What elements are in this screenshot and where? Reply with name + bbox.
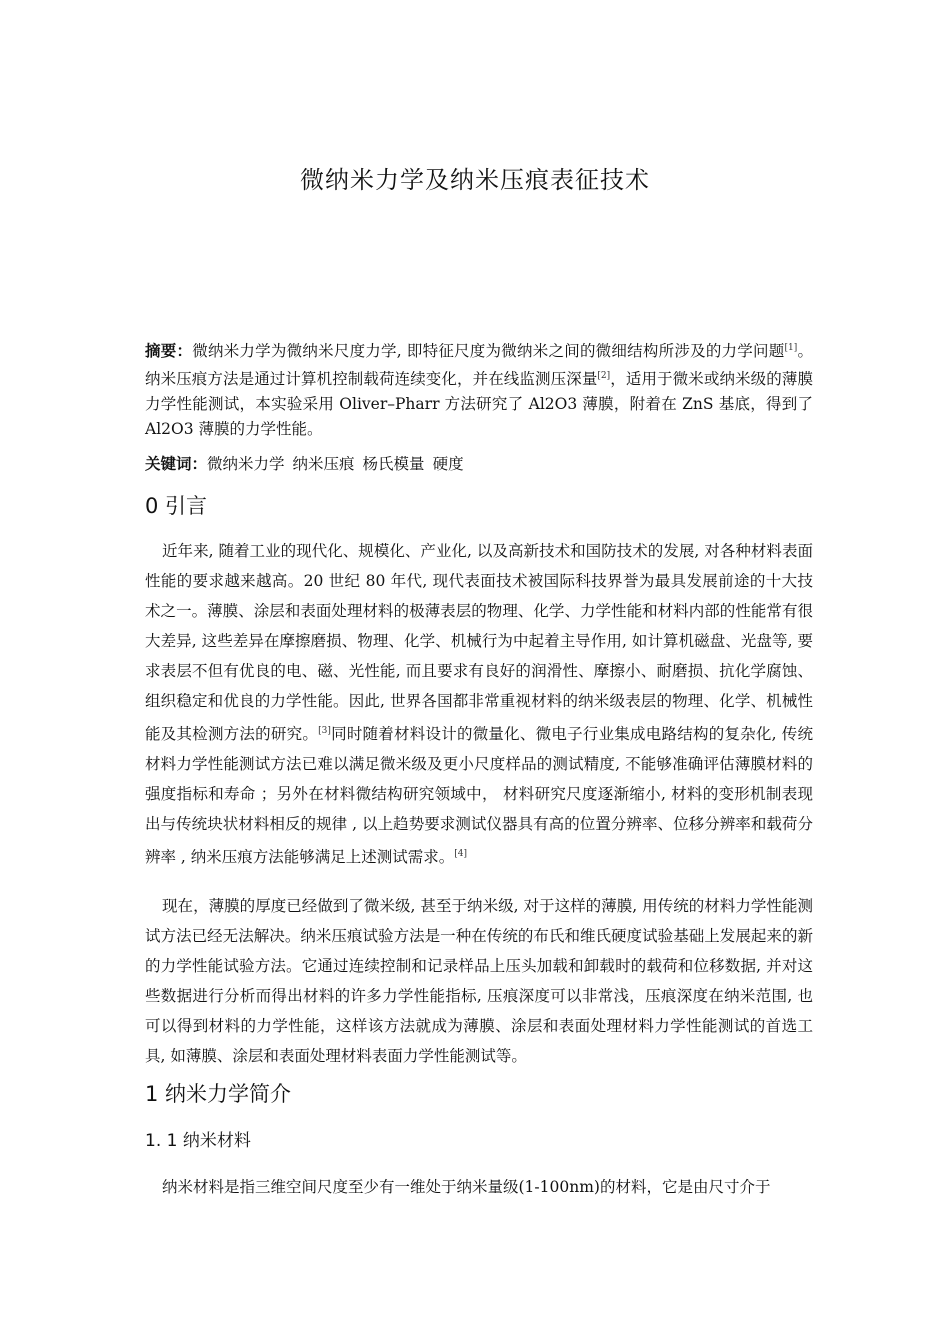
- abstract-text-3: ，适用于微米或纳米级的薄膜力学性能测试，本实验采用 Oliver–Pharr 方法研究了 Al2O3 薄膜，附着在 ZnS 基底，得到了 Al2O3 薄膜的力学性能。: [145, 370, 813, 438]
- keyword: 杨氏模量: [362, 455, 425, 473]
- abstract-label: 摘要：: [145, 342, 193, 360]
- nanomaterials-paragraph: 纳米材料是指三维空间尺度至少有一维处于纳米量级(1-100nm)的材料，它是由尺寸介于: [162, 1178, 771, 1196]
- abstract-text-1: 微纳米力学为微纳米尺度力学, 即特征尺度为微纳米之间的微细结构所涉及的力学问题: [192, 342, 785, 360]
- citation-ref[interactable]: [2]: [597, 371, 611, 381]
- abstract: [145, 336, 813, 442]
- keyword: 微纳米力学: [207, 455, 285, 473]
- keywords: [145, 452, 813, 477]
- paragraph-text: 同时随着材料设计的微量化、微电子行业集成电路结构的复杂化, 传统材料力学性能测试方法已难以满足微米级及更小尺度样品的测试精度, 不能够准确评估薄膜材料的强度指标和寿命 ；另外在材料微结构研究领域中， 材料研究尺度逐渐缩小, 材料的变形机制表现出与传统块状材料相反的规律 , 以上趋势要求测试仪器具有高的位置分辨率、位移分辨率和载荷分辨率 , 纳米压痕方法能够满足上述测试需求。: [145, 725, 813, 866]
- intro-paragraph-1: [145, 536, 813, 872]
- section-heading-nanomechanics: 1 纳米力学简介: [145, 1082, 292, 1106]
- keywords-label: 关键词：: [145, 455, 208, 473]
- subsection-heading-nanomaterials: 1. 1 纳米材料: [145, 1131, 251, 1151]
- intro-paragraph-2: 现在，薄膜的厚度已经做到了微米级, 甚至于纳米级, 对于这样的薄膜, 用传统的材料力学性能测试方法已经无法解决。纳米压痕试验方法是一种在传统的布氏和维氏硬度试验基础上发展起来的新的力学性能试验方法。它通过连续控制和记录样品上压头加载和卸载时的载荷和位移数据, 并对这些数据进行分析而得出材料的许多力学性能指标, 压痕深度可以非常浅，压痕深度在纳米范围, 也可以得到材料的力学性能，这样该方法就成为薄膜、涂层和表面处理材料力学性能测试的首选工具, 如薄膜、涂层和表面处理材料表面力学性能测试等。: [145, 897, 813, 1065]
- keyword: 硬度: [432, 455, 464, 473]
- citation-ref[interactable]: [1]: [784, 343, 798, 353]
- keyword: 纳米压痕: [292, 455, 355, 473]
- section-heading-intro: 0 引言: [145, 494, 208, 518]
- citation-ref[interactable]: [4]: [454, 849, 468, 859]
- paper-title: 微纳米力学及纳米压痕表征技术: [300, 166, 650, 194]
- citation-ref[interactable]: [3]: [318, 726, 331, 736]
- paragraph-text: 近年来, 随着工业的现代化、规模化、产业化, 以及高新技术和国防技术的发展, 对各种材料表面性能的要求越来越高。20 世纪 80 年代, 现代表面技术被国际科技界誉为最具发展前途的十大技术之一。薄膜、涂层和表面处理材料的极薄表层的物理、化学、力学性能和材料内部的性能常有很大差异, 这些差异在摩擦磨损、物理、化学、机械行为中起着主导作用, 如计算机磁盘、光盘等, 要求表层不但有优良的电、磁、光性能, 而且要求有良好的润滑性、摩擦小、耐磨损、抗化学腐蚀、组织稳定和优良的力学性能。因此, 世界各国都非常重视材料的纳米级表层的物理、化学、机械性能及其检测方法的研究。: [145, 542, 813, 743]
- abstract-text-2: 。纳米压痕方法是通过计算机控制载荷连续变化，并在线监测压深量: [145, 342, 813, 388]
